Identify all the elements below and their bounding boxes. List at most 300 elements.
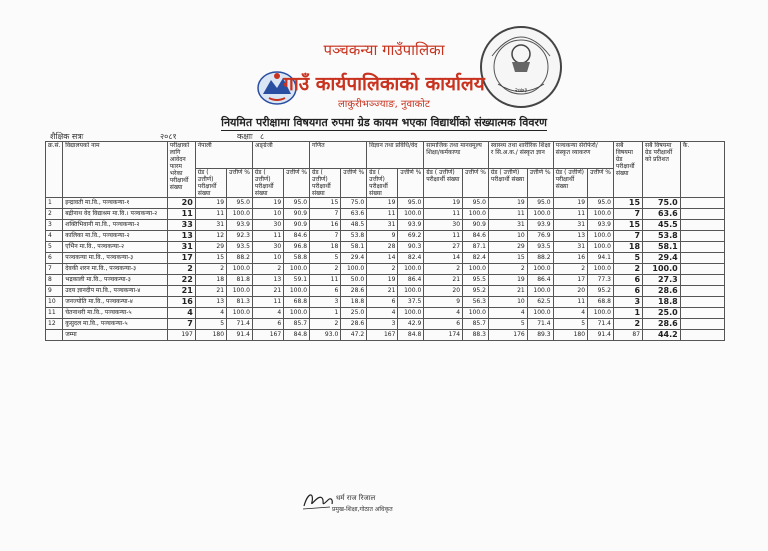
row-pct: 100.0 xyxy=(527,264,553,275)
row-total: 22 xyxy=(167,275,195,286)
row-pct: 100.0 xyxy=(588,209,614,220)
subcol-count: ग्रेड ( उत्तीर्ण) परीक्षार्थी संख्या xyxy=(424,169,463,198)
row-all-pct: 28.6 xyxy=(643,319,681,330)
row-pct: 100.0 xyxy=(588,308,614,319)
row-count: 31 xyxy=(553,242,587,253)
row-count: 16 xyxy=(553,253,587,264)
row-pct: 29.4 xyxy=(341,253,367,264)
row-all-subjects: 1 xyxy=(613,308,642,319)
row-total: 7 xyxy=(167,319,195,330)
total-subject-count: 180 xyxy=(553,330,587,341)
row-count: 4 xyxy=(424,308,463,319)
row-count: 19 xyxy=(488,198,527,209)
row-count: 18 xyxy=(195,275,226,286)
row-pct: 28.6 xyxy=(341,319,367,330)
row-count: 11 xyxy=(424,209,463,220)
row-pct: 84.6 xyxy=(463,231,489,242)
row-sn: 10 xyxy=(46,297,63,308)
stamp-year: २०७३ xyxy=(514,87,528,94)
row-count: 4 xyxy=(553,308,587,319)
row-remarks xyxy=(680,220,724,231)
row-count: 19 xyxy=(424,198,463,209)
row-count: 15 xyxy=(310,198,341,209)
row-total: 13 xyxy=(167,231,195,242)
row-count: 6 xyxy=(367,297,398,308)
row-count: 3 xyxy=(310,297,341,308)
col-subject-6: स्वास्थ्य तथा शारीरिक शिक्षा र सि.अ.क./ संस्कृत ज्ञान xyxy=(488,142,553,169)
row-school: शक्तिभिवानी मा.वि., पञ्चकन्या-२ xyxy=(63,220,168,231)
row-all-pct: 18.8 xyxy=(643,297,681,308)
row-count: 16 xyxy=(310,220,341,231)
signatory-name: धर्म राज रिजाल xyxy=(336,494,376,502)
col-subject-3: गणित xyxy=(310,142,367,169)
row-pct: 95.2 xyxy=(588,286,614,297)
row-all-subjects: 6 xyxy=(613,275,642,286)
class-value: ८ xyxy=(260,132,265,141)
row-pct: 48.5 xyxy=(341,220,367,231)
row-count: 17 xyxy=(553,275,587,286)
row-pct: 68.8 xyxy=(588,297,614,308)
row-all-subjects: 5 xyxy=(613,253,642,264)
row-pct: 87.1 xyxy=(463,242,489,253)
row-all-subjects: 2 xyxy=(613,319,642,330)
row-pct: 81.3 xyxy=(227,297,253,308)
row-school: एभिेन मा.वि., पञ्चकन्या-२ xyxy=(63,242,168,253)
row-total: 16 xyxy=(167,297,195,308)
total-count: 197 xyxy=(167,330,195,341)
row-pct: 71.4 xyxy=(527,319,553,330)
row-count: 13 xyxy=(252,275,283,286)
row-all-subjects: 18 xyxy=(613,242,642,253)
row-count: 11 xyxy=(553,209,587,220)
row-count: 19 xyxy=(195,198,226,209)
row-count: 10 xyxy=(488,231,527,242)
row-pct: 100.0 xyxy=(398,209,424,220)
row-school: बद्रीनाथ वेद विद्याश्रम मा.वि.। पञ्चकन्या-२ xyxy=(63,209,168,220)
total-all-subjects: 87 xyxy=(613,330,642,341)
row-all-pct: 45.5 xyxy=(643,220,681,231)
results-table xyxy=(45,141,725,341)
row-pct: 95.0 xyxy=(463,198,489,209)
row-pct: 93.9 xyxy=(527,220,553,231)
row-all-subjects: 15 xyxy=(613,220,642,231)
row-count: 11 xyxy=(252,231,283,242)
row-all-pct: 27.3 xyxy=(643,275,681,286)
row-school: इन्द्रावती मा.वि., पञ्चकन्या-१ xyxy=(63,198,168,209)
academic-year: २०८१ xyxy=(160,132,177,141)
row-count: 21 xyxy=(252,286,283,297)
row-count: 6 xyxy=(310,286,341,297)
row-all-pct: 28.6 xyxy=(643,286,681,297)
row-pct: 82.4 xyxy=(463,253,489,264)
row-sn: 5 xyxy=(46,242,63,253)
total-pct: 91.4 xyxy=(227,330,253,341)
subcol-count: ग्रेड ( उत्तीर्ण) परीक्षार्थी संख्या xyxy=(488,169,527,198)
subcol-pct: उत्तीर्ण % xyxy=(588,169,614,198)
row-pct: 68.8 xyxy=(284,297,310,308)
row-pct: 93.5 xyxy=(527,242,553,253)
row-pct: 58.8 xyxy=(284,253,310,264)
row-count: 5 xyxy=(488,319,527,330)
table-row xyxy=(46,209,725,220)
row-pct: 100.0 xyxy=(227,264,253,275)
row-all-subjects: 7 xyxy=(613,231,642,242)
row-pct: 90.9 xyxy=(284,209,310,220)
table-row xyxy=(46,275,725,286)
row-pct: 42.9 xyxy=(398,319,424,330)
row-school: कालिका मा.वि., पञ्चकन्या-२ xyxy=(63,231,168,242)
row-count: 6 xyxy=(252,319,283,330)
row-pct: 95.0 xyxy=(588,198,614,209)
row-count: 1 xyxy=(310,308,341,319)
row-all-pct: 100.0 xyxy=(643,264,681,275)
row-sn: 8 xyxy=(46,275,63,286)
row-pct: 90.9 xyxy=(284,220,310,231)
row-count: 15 xyxy=(195,253,226,264)
row-count: 13 xyxy=(553,231,587,242)
row-count: 19 xyxy=(488,275,527,286)
row-count: 12 xyxy=(195,231,226,242)
row-school: पञ्चकन्या मा.वि., पञ्चकन्या-३ xyxy=(63,253,168,264)
row-remarks xyxy=(680,264,724,275)
row-count: 19 xyxy=(367,275,398,286)
table-row xyxy=(46,231,725,242)
row-pct: 100.0 xyxy=(527,209,553,220)
subcol-pct: उत्तीर्ण % xyxy=(341,169,367,198)
row-pct: 100.0 xyxy=(398,308,424,319)
row-count: 4 xyxy=(367,308,398,319)
row-count: 11 xyxy=(310,275,341,286)
row-pct: 88.2 xyxy=(227,253,253,264)
row-pct: 85.7 xyxy=(463,319,489,330)
row-pct: 95.0 xyxy=(284,198,310,209)
row-total: 33 xyxy=(167,220,195,231)
col-school: विद्यालयको नाम xyxy=(63,142,168,198)
row-pct: 63.6 xyxy=(341,209,367,220)
table-row xyxy=(46,198,725,209)
document-title xyxy=(0,115,768,130)
row-count: 11 xyxy=(488,209,527,220)
row-count: 18 xyxy=(310,242,341,253)
total-row xyxy=(46,330,725,341)
row-count: 2 xyxy=(195,264,226,275)
table-row xyxy=(46,308,725,319)
row-pct: 18.8 xyxy=(341,297,367,308)
row-pct: 50.0 xyxy=(341,275,367,286)
row-all-pct: 75.0 xyxy=(643,198,681,209)
row-count: 27 xyxy=(424,242,463,253)
row-count: 10 xyxy=(252,253,283,264)
subcol-count: ग्रेड ( उत्तीर्ण) परीक्षार्थी संख्या xyxy=(367,169,398,198)
total-remarks xyxy=(680,330,724,341)
row-count: 29 xyxy=(488,242,527,253)
total-subject-count: 167 xyxy=(367,330,398,341)
row-pct: 86.4 xyxy=(527,275,553,286)
row-pct: 100.0 xyxy=(227,209,253,220)
row-count: 4 xyxy=(252,308,283,319)
row-count: 15 xyxy=(488,253,527,264)
table-row xyxy=(46,286,725,297)
row-pct: 93.9 xyxy=(588,220,614,231)
row-remarks xyxy=(680,319,724,330)
row-pct: 69.2 xyxy=(398,231,424,242)
total-pct: 84.8 xyxy=(284,330,310,341)
subcol-count: ग्रेड ( उत्तीर्ण) परीक्षार्थी संख्या xyxy=(252,169,283,198)
row-count: 7 xyxy=(310,231,341,242)
row-count: 11 xyxy=(553,297,587,308)
row-sn: 1 xyxy=(46,198,63,209)
row-count: 4 xyxy=(195,308,226,319)
row-sn: 6 xyxy=(46,253,63,264)
row-remarks xyxy=(680,297,724,308)
row-count: 14 xyxy=(367,253,398,264)
row-count: 5 xyxy=(195,319,226,330)
row-count: 10 xyxy=(488,297,527,308)
row-remarks xyxy=(680,275,724,286)
total-label: जम्मा xyxy=(63,330,168,341)
row-count: 7 xyxy=(310,209,341,220)
row-pct: 59.1 xyxy=(284,275,310,286)
total-subject-count: 167 xyxy=(252,330,283,341)
row-count: 4 xyxy=(488,308,527,319)
row-pct: 100.0 xyxy=(588,264,614,275)
row-count: 14 xyxy=(424,253,463,264)
row-pct: 100.0 xyxy=(341,264,367,275)
row-pct: 62.5 xyxy=(527,297,553,308)
subcol-count: ग्रेड ( उत्तीर्ण) परीक्षार्थी संख्या xyxy=(310,169,341,198)
col-subject-1: नेपाली xyxy=(195,142,252,169)
row-count: 2 xyxy=(553,264,587,275)
row-sn: 11 xyxy=(46,308,63,319)
col-subject-5: सामाजिक तथा मानवमूल्य शिक्षा/कर्मकाण्ड xyxy=(424,142,489,169)
subcol-pct: उत्तीर्ण % xyxy=(463,169,489,198)
row-pct: 90.3 xyxy=(398,242,424,253)
row-pct: 95.5 xyxy=(463,275,489,286)
row-count: 2 xyxy=(424,264,463,275)
row-pct: 100.0 xyxy=(398,286,424,297)
row-count: 11 xyxy=(195,209,226,220)
total-pct: 91.4 xyxy=(588,330,614,341)
row-count: 21 xyxy=(367,286,398,297)
row-pct: 95.0 xyxy=(398,198,424,209)
row-total: 11 xyxy=(167,209,195,220)
subcol-pct: उत्तीर्ण % xyxy=(284,169,310,198)
row-sn: 3 xyxy=(46,220,63,231)
row-all-subjects: 7 xyxy=(613,209,642,220)
col-subject-4: विज्ञान तथा प्रविधि/वेद xyxy=(367,142,424,169)
row-count: 19 xyxy=(367,198,398,209)
row-count: 2 xyxy=(488,264,527,275)
table-row xyxy=(46,319,725,330)
row-total: 4 xyxy=(167,308,195,319)
row-remarks xyxy=(680,286,724,297)
row-count: 20 xyxy=(553,286,587,297)
row-count: 2 xyxy=(310,319,341,330)
row-pct: 100.0 xyxy=(588,231,614,242)
row-count: 2 xyxy=(310,264,341,275)
total-sn xyxy=(46,330,63,341)
row-remarks xyxy=(680,308,724,319)
row-count: 31 xyxy=(488,220,527,231)
row-pct: 88.2 xyxy=(527,253,553,264)
office-name: गाउँ कार्यपालिकाको कार्यालय xyxy=(283,73,485,95)
row-pct: 85.7 xyxy=(284,319,310,330)
row-pct: 56.3 xyxy=(463,297,489,308)
row-pct: 95.0 xyxy=(227,198,253,209)
row-remarks xyxy=(680,198,724,209)
row-pct: 100.0 xyxy=(284,264,310,275)
row-sn: 2 xyxy=(46,209,63,220)
row-sn: 7 xyxy=(46,264,63,275)
row-all-pct: 58.1 xyxy=(643,242,681,253)
row-pct: 94.1 xyxy=(588,253,614,264)
row-remarks xyxy=(680,209,724,220)
row-count: 29 xyxy=(195,242,226,253)
row-all-pct: 25.0 xyxy=(643,308,681,319)
row-pct: 100.0 xyxy=(284,308,310,319)
row-count: 21 xyxy=(424,275,463,286)
row-count: 11 xyxy=(367,209,398,220)
row-pct: 84.6 xyxy=(284,231,310,242)
total-subject-count: 180 xyxy=(195,330,226,341)
row-count: 20 xyxy=(424,286,463,297)
row-all-subjects: 2 xyxy=(613,264,642,275)
row-all-pct: 63.6 xyxy=(643,209,681,220)
row-pct: 71.4 xyxy=(227,319,253,330)
row-pct: 76.9 xyxy=(527,231,553,242)
row-count: 19 xyxy=(553,198,587,209)
row-count: 30 xyxy=(424,220,463,231)
row-sn: 12 xyxy=(46,319,63,330)
row-count: 30 xyxy=(252,220,283,231)
col-subject-2: अङ्ग्रेजी xyxy=(252,142,309,169)
row-count: 11 xyxy=(252,297,283,308)
row-pct: 77.3 xyxy=(588,275,614,286)
academic-year-label: शैक्षिक सत्रः xyxy=(50,132,84,141)
row-all-subjects: 3 xyxy=(613,297,642,308)
row-count: 31 xyxy=(367,220,398,231)
subcol-pct: उत्तीर्ण % xyxy=(227,169,253,198)
col-total: परीक्षाको लागि आवेदन फारम भरेका परीक्षार्थी संख्या xyxy=(167,142,195,198)
row-count: 9 xyxy=(424,297,463,308)
subcol-pct: उत्तीर्ण % xyxy=(527,169,553,198)
total-subject-count: 93.0 xyxy=(310,330,341,341)
row-pct: 28.6 xyxy=(341,286,367,297)
row-total: 2 xyxy=(167,264,195,275)
row-pct: 93.9 xyxy=(398,220,424,231)
row-count: 28 xyxy=(367,242,398,253)
total-pct: 89.3 xyxy=(527,330,553,341)
total-subject-count: 176 xyxy=(488,330,527,341)
office-address: लाकुरीभञ्ज्याङ, नुवाकोट xyxy=(338,99,430,110)
col-subject-7: पञ्चकन्या सेरोफेरो/ संस्कृत व्याकरण xyxy=(553,142,613,169)
row-pct: 92.3 xyxy=(227,231,253,242)
row-pct: 100.0 xyxy=(527,308,553,319)
row-count: 3 xyxy=(367,319,398,330)
row-pct: 93.5 xyxy=(227,242,253,253)
row-pct: 100.0 xyxy=(227,308,253,319)
table-row xyxy=(46,253,725,264)
row-school: देवकी शरन मा.वि., पञ्चकन्या-३ xyxy=(63,264,168,275)
total-subject-count: 174 xyxy=(424,330,463,341)
row-pct: 100.0 xyxy=(227,286,253,297)
table-row xyxy=(46,242,725,253)
row-pct: 53.8 xyxy=(341,231,367,242)
row-sn: 4 xyxy=(46,231,63,242)
subcol-count: ग्रेड ( उत्तीर्ण) परीक्षार्थी संख्या xyxy=(195,169,226,198)
row-pct: 90.9 xyxy=(463,220,489,231)
row-pct: 100.0 xyxy=(588,242,614,253)
col-all-pct: सबै विषयमा ग्रेड परीक्षार्थी को प्रतिशत xyxy=(643,142,681,198)
row-pct: 58.1 xyxy=(341,242,367,253)
total-pct: 84.8 xyxy=(398,330,424,341)
row-count: 2 xyxy=(367,264,398,275)
col-remarks: कै. xyxy=(680,142,724,198)
row-pct: 71.4 xyxy=(588,319,614,330)
total-pct: 88.3 xyxy=(463,330,489,341)
row-remarks xyxy=(680,253,724,264)
row-pct: 100.0 xyxy=(463,209,489,220)
row-pct: 100.0 xyxy=(284,286,310,297)
row-count: 21 xyxy=(195,286,226,297)
row-pct: 86.4 xyxy=(398,275,424,286)
row-pct: 100.0 xyxy=(463,308,489,319)
row-pct: 82.4 xyxy=(398,253,424,264)
row-remarks xyxy=(680,231,724,242)
row-count: 11 xyxy=(424,231,463,242)
table-row xyxy=(46,264,725,275)
row-school: कुसुदल मा.वि., पञ्चकन्या-५ xyxy=(63,319,168,330)
row-count: 21 xyxy=(488,286,527,297)
row-school: चेतनाथरी मा.वि., पञ्चकन्या-५ xyxy=(63,308,168,319)
row-school: भद्रकाली मा.वि., पञ्चकन्या-३ xyxy=(63,275,168,286)
col-sn: क्र.सं. xyxy=(46,142,63,198)
row-school: उदय ज्ञानदीप मा.वि., पञ्चकन्या-४ xyxy=(63,286,168,297)
row-sn: 9 xyxy=(46,286,63,297)
row-total: 31 xyxy=(167,242,195,253)
row-count: 31 xyxy=(195,220,226,231)
row-pct: 100.0 xyxy=(463,264,489,275)
row-total: 20 xyxy=(167,198,195,209)
row-pct: 100.0 xyxy=(398,264,424,275)
col-all-subjects: सबै विषयमा ग्रेड परीक्षार्थी संख्या xyxy=(613,142,642,198)
row-count: 9 xyxy=(367,231,398,242)
row-pct: 96.8 xyxy=(284,242,310,253)
row-total: 21 xyxy=(167,286,195,297)
row-count: 10 xyxy=(252,209,283,220)
row-pct: 37.5 xyxy=(398,297,424,308)
row-all-subjects: 6 xyxy=(613,286,642,297)
row-count: 13 xyxy=(195,297,226,308)
row-count: 2 xyxy=(252,264,283,275)
row-pct: 25.0 xyxy=(341,308,367,319)
row-all-pct: 29.4 xyxy=(643,253,681,264)
row-total: 17 xyxy=(167,253,195,264)
class-label: कक्षाः xyxy=(237,132,253,141)
row-count: 5 xyxy=(310,253,341,264)
subcol-count: ग्रेड ( उत्तीर्ण) परीक्षार्थी संख्या xyxy=(553,169,587,198)
row-all-subjects: 15 xyxy=(613,198,642,209)
row-count: 19 xyxy=(252,198,283,209)
row-pct: 95.0 xyxy=(527,198,553,209)
row-count: 5 xyxy=(553,319,587,330)
row-pct: 93.9 xyxy=(227,220,253,231)
signature-mark xyxy=(300,488,336,512)
table-row xyxy=(46,297,725,308)
document-title-text: नियमित परीक्षामा विषयगत रुपमा ग्रेड कायम भएका विद्यार्थीको संख्यात्मक विवरण xyxy=(221,116,547,129)
row-pct: 95.2 xyxy=(463,286,489,297)
subcol-pct: उत्तीर्ण % xyxy=(398,169,424,198)
